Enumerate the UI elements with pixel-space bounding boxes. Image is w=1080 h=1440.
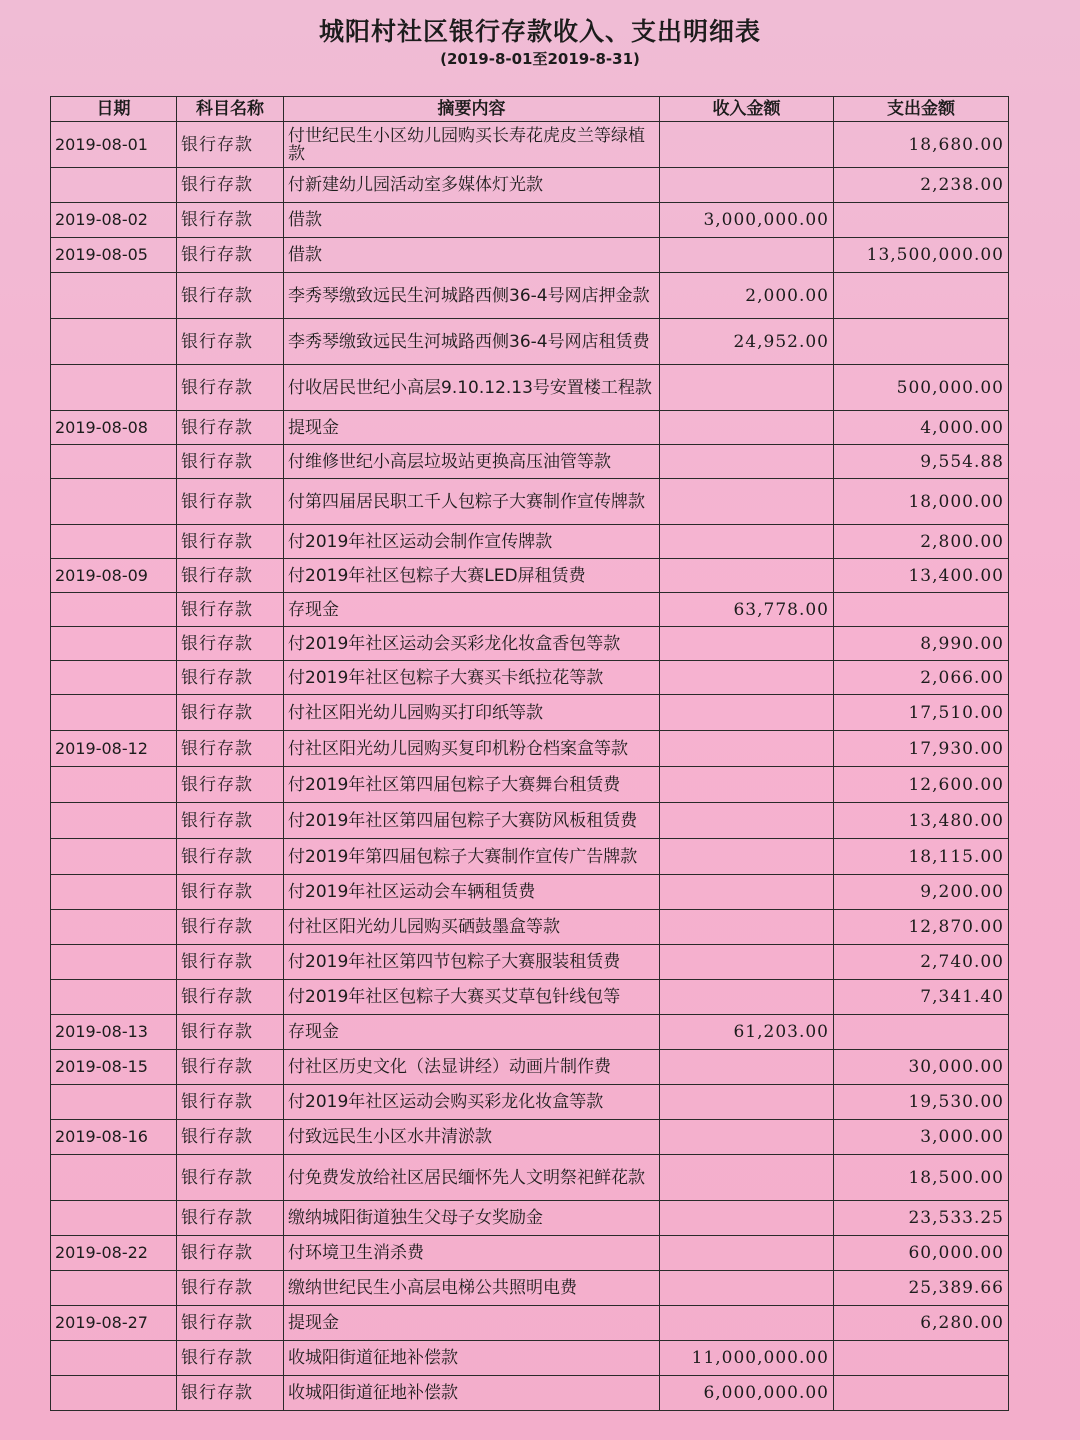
cell-subject: 银行存款: [177, 1120, 284, 1155]
cell-subject: 银行存款: [177, 411, 284, 445]
cell-income: [660, 1201, 834, 1236]
cell-date: 2019-08-02: [51, 203, 177, 238]
table-row: [51, 910, 1009, 945]
cell-expense: 30,000.00: [834, 1050, 1009, 1085]
cell-summary: 存现金: [284, 593, 660, 627]
cell-expense: 60,000.00: [834, 1236, 1009, 1271]
cell-expense: 18,680.00: [834, 122, 1009, 168]
cell-income: [660, 1120, 834, 1155]
cell-date: 2019-08-22: [51, 1236, 177, 1271]
cell-date: [51, 445, 177, 479]
cell-date: [51, 910, 177, 945]
cell-subject: 银行存款: [177, 122, 284, 168]
cell-income: [660, 479, 834, 525]
cell-summary: 付社区阳光幼儿园购买复印机粉仓档案盒等款: [284, 731, 660, 767]
cell-subject: 银行存款: [177, 1201, 284, 1236]
cell-date: [51, 980, 177, 1015]
table-row: [51, 1015, 1009, 1050]
cell-income: [660, 525, 834, 559]
table-row: [51, 411, 1009, 445]
cell-summary: 李秀琴缴致远民生河城路西侧36-4号网店押金款: [284, 273, 660, 319]
table-row: [51, 593, 1009, 627]
cell-date: 2019-08-12: [51, 731, 177, 767]
table-row: [51, 1085, 1009, 1120]
table-row: [51, 875, 1009, 910]
cell-summary: 借款: [284, 203, 660, 238]
cell-expense: 13,400.00: [834, 559, 1009, 593]
table-row: [51, 731, 1009, 767]
table-row: [51, 1341, 1009, 1376]
cell-date: [51, 168, 177, 203]
cell-subject: 银行存款: [177, 875, 284, 910]
cell-income: [660, 168, 834, 203]
cell-date: [51, 627, 177, 661]
cell-summary: 提现金: [284, 1306, 660, 1341]
cell-income: 63,778.00: [660, 593, 834, 627]
cell-date: [51, 695, 177, 731]
cell-date: [51, 767, 177, 803]
table-header-row: [51, 97, 1009, 122]
cell-expense: 7,341.40: [834, 980, 1009, 1015]
cell-subject: 银行存款: [177, 1271, 284, 1306]
cell-summary: 付2019年社区包粽子大赛买艾草包针线包等: [284, 980, 660, 1015]
cell-date: 2019-08-15: [51, 1050, 177, 1085]
table-row: [51, 238, 1009, 273]
table-row: [51, 1236, 1009, 1271]
cell-expense: 23,533.25: [834, 1201, 1009, 1236]
cell-subject: 银行存款: [177, 661, 284, 695]
cell-income: [660, 1236, 834, 1271]
cell-summary: 付社区历史文化（法显讲经）动画片制作费: [284, 1050, 660, 1085]
cell-summary: 李秀琴缴致远民生河城路西侧36-4号网店租赁费: [284, 319, 660, 365]
cell-summary: 付致远民生小区水井清淤款: [284, 1120, 660, 1155]
cell-income: [660, 627, 834, 661]
cell-expense: 9,200.00: [834, 875, 1009, 910]
cell-date: [51, 875, 177, 910]
cell-income: [660, 731, 834, 767]
cell-income: [660, 1050, 834, 1085]
table-row: [51, 445, 1009, 479]
table-row: [51, 627, 1009, 661]
table-row: [51, 122, 1009, 168]
cell-expense: [834, 203, 1009, 238]
cell-subject: 银行存款: [177, 1155, 284, 1201]
cell-date: 2019-08-05: [51, 238, 177, 273]
cell-date: [51, 945, 177, 980]
cell-date: [51, 273, 177, 319]
cell-summary: 付2019年社区第四届包粽子大赛防风板租赁费: [284, 803, 660, 839]
cell-income: [660, 661, 834, 695]
cell-date: [51, 1341, 177, 1376]
cell-summary: 付收居民世纪小高层9.10.12.13号安置楼工程款: [284, 365, 660, 411]
cell-subject: 银行存款: [177, 479, 284, 525]
cell-summary: 付世纪民生小区幼儿园购买长寿花虎皮兰等绿植款: [284, 122, 660, 168]
cell-subject: 银行存款: [177, 1050, 284, 1085]
cell-expense: [834, 319, 1009, 365]
cell-summary: 付2019年社区运动会购买彩龙化妆盒等款: [284, 1085, 660, 1120]
document-title: 城阳村社区银行存款收入、支出明细表: [318, 17, 761, 46]
cell-subject: 银行存款: [177, 910, 284, 945]
cell-summary: 付2019年第四届包粽子大赛制作宣传广告牌款: [284, 839, 660, 875]
cell-subject: 银行存款: [177, 445, 284, 479]
cell-subject: 银行存款: [177, 1236, 284, 1271]
cell-summary: 付2019年社区第四节包粽子大赛服装租赁费: [284, 945, 660, 980]
cell-income: [660, 411, 834, 445]
cell-expense: 19,530.00: [834, 1085, 1009, 1120]
cell-income: 61,203.00: [660, 1015, 834, 1050]
cell-subject: 银行存款: [177, 945, 284, 980]
cell-income: [660, 695, 834, 731]
cell-date: 2019-08-01: [51, 122, 177, 168]
cell-income: 6,000,000.00: [660, 1376, 834, 1411]
cell-date: [51, 803, 177, 839]
cell-summary: 存现金: [284, 1015, 660, 1050]
table-row: [51, 767, 1009, 803]
cell-expense: 2,066.00: [834, 661, 1009, 695]
cell-subject: 银行存款: [177, 168, 284, 203]
cell-expense: [834, 1015, 1009, 1050]
cell-summary: 缴纳世纪民生小高层电梯公共照明电费: [284, 1271, 660, 1306]
table-row: [51, 661, 1009, 695]
cell-expense: [834, 273, 1009, 319]
cell-expense: [834, 593, 1009, 627]
cell-summary: 付2019年社区包粽子大赛LED屏租赁费: [284, 559, 660, 593]
table-row: [51, 365, 1009, 411]
cell-subject: 银行存款: [177, 238, 284, 273]
header-income: 收入金额: [660, 97, 834, 122]
cell-income: [660, 980, 834, 1015]
cell-subject: 银行存款: [177, 627, 284, 661]
cell-date: [51, 319, 177, 365]
cell-subject: 银行存款: [177, 365, 284, 411]
cell-subject: 银行存款: [177, 1306, 284, 1341]
cell-income: [660, 767, 834, 803]
table-row: [51, 559, 1009, 593]
table-row: [51, 803, 1009, 839]
cell-summary: 付维修世纪小高层垃圾站更换高压油管等款: [284, 445, 660, 479]
cell-subject: 银行存款: [177, 803, 284, 839]
table-row: [51, 319, 1009, 365]
cell-income: [660, 122, 834, 168]
cell-summary: 付2019年社区运动会制作宣传牌款: [284, 525, 660, 559]
table-row: [51, 1050, 1009, 1085]
cell-expense: 3,000.00: [834, 1120, 1009, 1155]
cell-expense: 13,500,000.00: [834, 238, 1009, 273]
cell-summary: 付2019年社区运动会买彩龙化妆盒香包等款: [284, 627, 660, 661]
cell-summary: 借款: [284, 238, 660, 273]
cell-expense: 2,238.00: [834, 168, 1009, 203]
cell-expense: 4,000.00: [834, 411, 1009, 445]
cell-subject: 银行存款: [177, 767, 284, 803]
cell-subject: 银行存款: [177, 1376, 284, 1411]
cell-date: [51, 365, 177, 411]
cell-expense: 12,870.00: [834, 910, 1009, 945]
cell-income: [660, 875, 834, 910]
cell-subject: 银行存款: [177, 980, 284, 1015]
cell-summary: 付2019年社区第四届包粽子大赛舞台租赁费: [284, 767, 660, 803]
cell-summary: 付免费发放给社区居民缅怀先人文明祭祀鲜花款: [284, 1155, 660, 1201]
cell-date: 2019-08-16: [51, 1120, 177, 1155]
cell-date: 2019-08-09: [51, 559, 177, 593]
cell-expense: 18,115.00: [834, 839, 1009, 875]
table-row: [51, 273, 1009, 319]
cell-date: [51, 661, 177, 695]
cell-income: [660, 365, 834, 411]
cell-expense: 17,510.00: [834, 695, 1009, 731]
cell-income: [660, 1306, 834, 1341]
cell-income: [660, 559, 834, 593]
header-summary: 摘要内容: [284, 97, 660, 122]
cell-income: [660, 910, 834, 945]
cell-income: 2,000.00: [660, 273, 834, 319]
cell-expense: [834, 1376, 1009, 1411]
cell-subject: 银行存款: [177, 593, 284, 627]
cell-income: 3,000,000.00: [660, 203, 834, 238]
cell-subject: 银行存款: [177, 839, 284, 875]
cell-income: [660, 1085, 834, 1120]
table-row: [51, 695, 1009, 731]
table-row: [51, 479, 1009, 525]
cell-summary: 缴纳城阳街道独生父母子女奖励金: [284, 1201, 660, 1236]
cell-income: 11,000,000.00: [660, 1341, 834, 1376]
cell-date: [51, 593, 177, 627]
table-row: [51, 839, 1009, 875]
table-row: [51, 1201, 1009, 1236]
cell-date: 2019-08-27: [51, 1306, 177, 1341]
cell-expense: 6,280.00: [834, 1306, 1009, 1341]
table-row: [51, 1271, 1009, 1306]
cell-income: [660, 803, 834, 839]
cell-summary: 付社区阳光幼儿园购买打印纸等款: [284, 695, 660, 731]
cell-expense: 13,480.00: [834, 803, 1009, 839]
cell-expense: 17,930.00: [834, 731, 1009, 767]
cell-subject: 银行存款: [177, 525, 284, 559]
cell-subject: 银行存款: [177, 559, 284, 593]
cell-summary: 付第四届居民职工千人包粽子大赛制作宣传牌款: [284, 479, 660, 525]
header-date: 日期: [51, 97, 177, 122]
cell-expense: 9,554.88: [834, 445, 1009, 479]
cell-income: 24,952.00: [660, 319, 834, 365]
cell-income: [660, 1271, 834, 1306]
cell-date: [51, 1155, 177, 1201]
cell-income: [660, 839, 834, 875]
table-row: [51, 525, 1009, 559]
cell-date: 2019-08-13: [51, 1015, 177, 1050]
ledger-body: [51, 122, 1009, 1411]
cell-subject: 银行存款: [177, 203, 284, 238]
cell-date: 2019-08-08: [51, 411, 177, 445]
cell-expense: 8,990.00: [834, 627, 1009, 661]
cell-subject: 银行存款: [177, 273, 284, 319]
header-expense: 支出金额: [834, 97, 1009, 122]
table-row: [51, 980, 1009, 1015]
cell-summary: 提现金: [284, 411, 660, 445]
cell-summary: 付新建幼儿园活动室多媒体灯光款: [284, 168, 660, 203]
cell-summary: 付社区阳光幼儿园购买硒鼓墨盒等款: [284, 910, 660, 945]
cell-subject: 银行存款: [177, 319, 284, 365]
cell-expense: 2,740.00: [834, 945, 1009, 980]
cell-date: [51, 1376, 177, 1411]
cell-date: [51, 1271, 177, 1306]
cell-date: [51, 839, 177, 875]
cell-expense: [834, 1341, 1009, 1376]
cell-summary: 收城阳街道征地补偿款: [284, 1376, 660, 1411]
cell-date: [51, 525, 177, 559]
table-row: [51, 1376, 1009, 1411]
cell-expense: 18,500.00: [834, 1155, 1009, 1201]
cell-subject: 银行存款: [177, 1341, 284, 1376]
cell-summary: 收城阳街道征地补偿款: [284, 1341, 660, 1376]
cell-income: [660, 945, 834, 980]
cell-income: [660, 1155, 834, 1201]
table-row: [51, 945, 1009, 980]
cell-expense: 18,000.00: [834, 479, 1009, 525]
table-row: [51, 1120, 1009, 1155]
cell-date: [51, 1085, 177, 1120]
document-period: (2019-8-01至2019-8-31): [440, 50, 640, 68]
cell-date: [51, 1201, 177, 1236]
table-row: [51, 1155, 1009, 1201]
cell-expense: 25,389.66: [834, 1271, 1009, 1306]
cell-income: [660, 445, 834, 479]
cell-expense: 2,800.00: [834, 525, 1009, 559]
cell-summary: 付环境卫生消杀费: [284, 1236, 660, 1271]
cell-subject: 银行存款: [177, 1015, 284, 1050]
cell-subject: 银行存款: [177, 731, 284, 767]
cell-expense: 12,600.00: [834, 767, 1009, 803]
cell-expense: 500,000.00: [834, 365, 1009, 411]
table-row: [51, 168, 1009, 203]
cell-income: [660, 238, 834, 273]
ledger-table: [50, 96, 1009, 1411]
table-row: [51, 1306, 1009, 1341]
header-subject: 科目名称: [177, 97, 284, 122]
cell-subject: 银行存款: [177, 1085, 284, 1120]
cell-date: [51, 479, 177, 525]
cell-subject: 银行存款: [177, 695, 284, 731]
cell-summary: 付2019年社区包粽子大赛买卡纸拉花等款: [284, 661, 660, 695]
table-row: [51, 203, 1009, 238]
cell-summary: 付2019年社区运动会车辆租赁费: [284, 875, 660, 910]
